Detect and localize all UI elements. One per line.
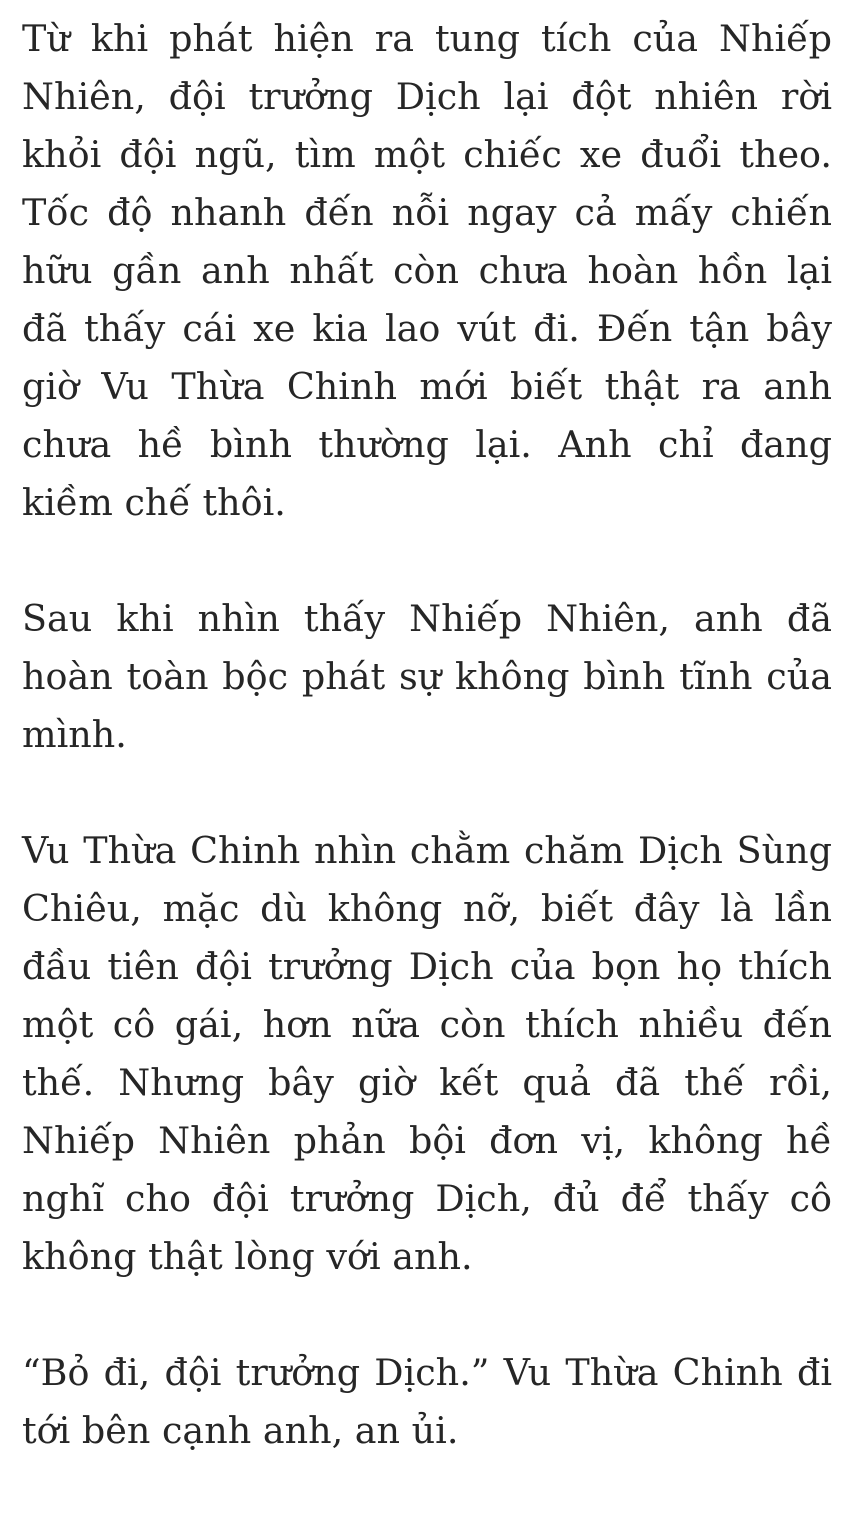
text-line: đầu tiên đội trưởng Dịch của bọn họ thích [22,945,832,988]
text-line: mình. [22,713,127,756]
text-line: hoàn toàn bộc phát sự không bình tĩnh của [22,655,832,698]
text-line: Từ khi phát hiện ra tung tích của Nhiếp [22,17,832,60]
text-line: thế. Nhưng bây giờ kết quả đã thế rồi, [22,1061,832,1104]
reader-page [22,10,832,1518]
text-line: tới bên cạnh anh, an ủi. [22,1409,459,1452]
text-line: hữu gần anh nhất còn chưa hoàn hồn lại [22,249,832,292]
text-line: một cô gái, hơn nữa còn thích nhiều đến [22,1003,832,1046]
text-line: Nhiếp Nhiên phản bội đơn vị, không hề [22,1119,832,1162]
text-line: nghĩ cho đội trưởng Dịch, đủ để thấy cô [22,1177,832,1220]
text-line: “Bỏ đi, đội trưởng Dịch.” Vu Thừa Chinh đi [22,1351,832,1394]
paragraph-3 [22,822,832,1286]
text-line: giờ Vu Thừa Chinh mới biết thật ra anh [22,365,832,408]
text-line: Sau khi nhìn thấy Nhiếp Nhiên, anh đã [22,597,832,640]
text-line: Nhiên, đội trưởng Dịch lại đột nhiên rời [22,75,832,118]
text-line: chưa hề bình thường lại. Anh chỉ đang [22,423,832,466]
paragraph-1 [22,10,832,532]
text-line: khỏi đội ngũ, tìm một chiếc xe đuổi theo. [22,133,832,176]
text-line: không thật lòng với anh. [22,1235,473,1278]
paragraph-2 [22,590,832,764]
text-line: kiềm chế thôi. [22,481,286,524]
paragraph-4 [22,1344,832,1460]
text-line: Vu Thừa Chinh nhìn chằm chăm Dịch Sùng [22,829,832,872]
text-line: Tốc độ nhanh đến nỗi ngay cả mấy chiến [22,191,832,234]
text-line: đã thấy cái xe kia lao vút đi. Đến tận bây [22,307,832,350]
text-line: Chiêu, mặc dù không nỡ, biết đây là lần [22,887,832,930]
